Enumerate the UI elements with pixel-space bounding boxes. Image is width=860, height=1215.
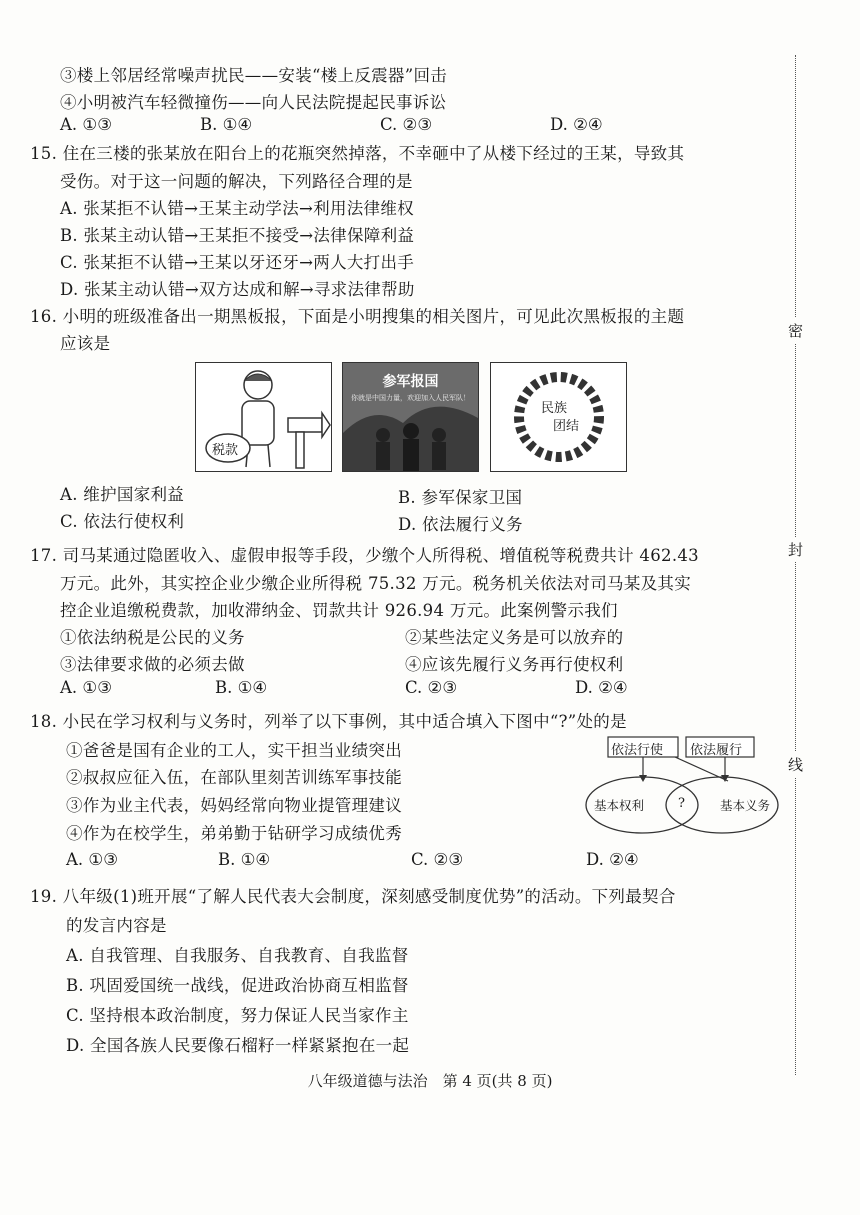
q17-option-d: D. ②④ (575, 678, 628, 697)
page-footer: 八年级道德与法治 第 4 页(共 8 页) (307, 1072, 553, 1090)
q16-stem-line2: 应该是 (60, 334, 111, 353)
q18-option-d: D. ②④ (586, 850, 639, 869)
q17-option-a: A. ①③ (60, 678, 112, 697)
q15-option-c: C. 张某拒不认错→王某以牙还牙→两人大打出手 (60, 253, 415, 272)
q16-stem-line1: 16. 小明的班级准备出一期黑板报，下面是小明搜集的相关图片，可见此次黑板报的主题 (30, 307, 685, 326)
ethnic-unity-image (490, 362, 627, 472)
join-army-poster (342, 362, 479, 472)
unity-label-2: 团结 (553, 419, 580, 434)
q17-option-b: B. ①④ (215, 678, 268, 697)
q17-option-c: C. ②③ (405, 678, 458, 697)
margin-line-char: 线 (788, 752, 803, 777)
q17-stem-line3: 控企业追缴税费款，加收滞纳金、罚款共计 926.94 万元。此案例警示我们 (60, 601, 618, 620)
q14-item-3: ③楼上邻居经常噪声扰民——安装“楼上反震器”回击 (60, 66, 448, 85)
q17-item-3: ③法律要求做的必须去做 (60, 655, 245, 674)
q19-stem-line2: 的发言内容是 (66, 916, 167, 935)
basic-duties-label: 基本义务 (720, 798, 771, 813)
q18-item-2: ②叔叔应征入伍，在部队里刻苦训练军事技能 (66, 768, 402, 787)
q15-option-a: A. 张某拒不认错→王某主动学法→利用法律维权 (60, 199, 414, 218)
exercise-lawfully-box: 依法行使 (611, 743, 664, 758)
q17-stem-line1: 17. 司马某通过隐匿收入、虚假申报等手段，少缴个人所得税、增值税等税费共计 462.43 (30, 546, 699, 565)
q18-item-1: ①爸爸是国有企业的工人，实干担当业绩突出 (66, 741, 402, 760)
q17-item-4: ④应该先履行义务再行使权利 (405, 655, 624, 674)
q15-option-d: D. 张某主动认错→双方达成和解→寻求法律帮助 (60, 280, 415, 299)
q16-option-a: A. 维护国家利益 (60, 485, 185, 504)
q17-stem-line2: 万元。此外，其实控企业少缴企业所得税 75.32 万元。税务机关依法对司马某及其实 (60, 574, 692, 593)
q18-option-c: C. ②③ (411, 850, 464, 869)
q19-option-a: A. 自我管理、自我服务、自我教育、自我监督 (66, 946, 409, 965)
q15-stem-line2: 受伤。对于这一问题的解决，下列路径合理的是 (60, 172, 413, 191)
q17-item-2: ②某些法定义务是可以放弃的 (405, 628, 624, 647)
margin-sealing-char: 封 (788, 537, 803, 562)
q14-option-c: C. ②③ (380, 115, 433, 134)
basic-rights-label: 基本权利 (594, 798, 645, 813)
fulfill-lawfully-box: 依法履行 (690, 743, 743, 758)
binding-margin-line (795, 55, 796, 1075)
q16-option-c: C. 依法行使权利 (60, 512, 185, 531)
poster-caption: 你就是中国力量，欢迎加入人民军队！ (351, 394, 470, 402)
q19-option-b: B. 巩固爱国统一战线，促进政治协商互相监督 (66, 976, 409, 995)
rights-duties-diagram (580, 735, 785, 835)
tax-label: 税款 (212, 443, 239, 458)
q15-option-b: B. 张某主动认错→王某拒不接受→法律保障利益 (60, 226, 415, 245)
q18-stem: 18. 小民在学习权利与义务时，列举了以下事例，其中适合填入下图中“?”处的是 (30, 712, 627, 731)
q19-option-c: C. 坚持根本政治制度，努力保证人民当家作主 (66, 1006, 409, 1025)
q15-stem-line1: 15. 住在三楼的张某放在阳台上的花瓶突然掉落，不幸砸中了从楼下经过的王某，导致其 (30, 144, 685, 163)
q18-item-4: ④作为在校学生，弟弟勤于钻研学习成绩优秀 (66, 824, 402, 843)
tax-payment-image (195, 362, 332, 472)
q14-option-d: D. ②④ (550, 115, 603, 134)
margin-seal-char: 密 (788, 318, 803, 343)
q16-option-d: D. 依法履行义务 (398, 515, 523, 534)
q18-option-a: A. ①③ (66, 850, 118, 869)
q16-option-b: B. 参军保家卫国 (398, 488, 523, 507)
q14-item-4: ④小明被汽车轻微撞伤——向人民法院提起民事诉讼 (60, 93, 447, 112)
q18-options (66, 850, 766, 872)
q14-option-b: B. ①④ (200, 115, 253, 134)
q17-item-1: ①依法纳税是公民的义务 (60, 628, 245, 647)
poster-title: 参军报国 (382, 374, 439, 390)
overlap-question-mark: ? (678, 796, 685, 811)
q17-options (60, 678, 760, 700)
q14-option-a: A. ①③ (60, 115, 112, 134)
q19-option-d: D. 全国各族人民要像石榴籽一样紧紧抱在一起 (66, 1036, 410, 1055)
q18-item-3: ③作为业主代表，妈妈经常向物业提管理建议 (66, 796, 402, 815)
q19-stem-line1: 19. 八年级(1)班开展“了解人民代表大会制度，深刻感受制度优势”的活动。下列最契合 (30, 887, 676, 906)
q14-options (60, 115, 760, 137)
unity-label-1: 民族 (541, 401, 568, 416)
q18-option-b: B. ①④ (218, 850, 271, 869)
